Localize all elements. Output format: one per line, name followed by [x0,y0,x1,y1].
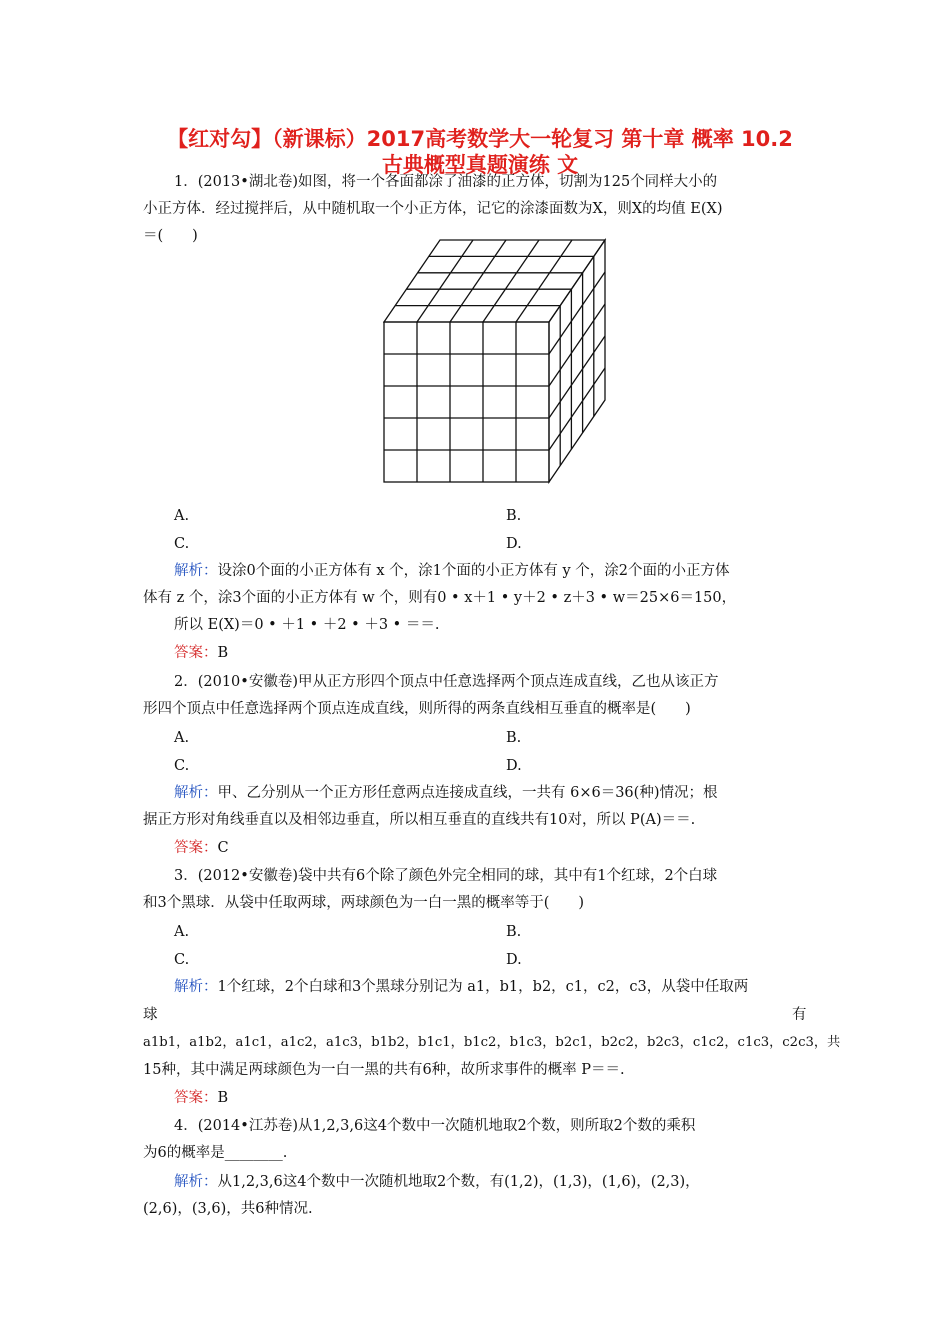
q2-analysis-line-2: 据正方形对角线垂直以及相邻边垂直，所以相互垂直的直线共有10对，所以 P(A)＝＝. [143,812,696,828]
q3-analysis-line-3: a1b1，a1b2，a1c1，a1c2，a1c3，b1b2，b1c1，b1c2，b1c3，b2c1，b2c2，b2c3，c1c2，c1c3，c2c3，共 [143,1035,841,1050]
q3-stem-line-2: 和3个黑球．从袋中任取两球，两球颜色为一白一黑的概率等于( ) [143,895,585,911]
q3-analysis-line-1: 解析：1个红球，2个白球和3个黑球分别记为 a1，b1，b2，c1，c2，c3，从袋中任取两 [174,979,749,995]
q3-analysis-line-2-left: 球 [143,1007,158,1023]
q1-analysis-line-3: 所以 E(X)＝0 • ＋1 • ＋2 • ＋3 • ＝＝. [174,617,440,633]
q2-stem-line-2: 形四个顶点中任意选择两个顶点连成直线，则所得的两条直线相互垂直的概率是( ) [143,701,691,717]
q3-option-b: B. [506,924,522,940]
q3-analysis-line-4: 15种，其中满足两球颜色为一白一黑的共有6种，故所求事件的概率 P＝＝. [143,1062,625,1078]
q3-analysis-label: 解析： [174,979,218,995]
q3-analysis-line-2-right: 有 [792,1007,807,1023]
q1-option-a: A. [174,508,190,524]
q1-stem-line-2: 小正方体．经过搅拌后，从中随机取一个小正方体，记它的涂漆面数为X，则X的均值 E(X) [143,201,723,217]
q3-option-c: C. [174,952,190,968]
title-line-1: 【红对勾】（新课标）2017高考数学大一轮复习 第十章 概率 10.2 [167,127,793,151]
q1-analysis-line-2: 体有 z 个，涂3个面的小正方体有 w 个，则有0 • x＋1 • y＋2 • z＋3 • w＝25×6＝150， [143,590,737,606]
q1-answer: 答案：B [174,645,229,661]
q3-answer: 答案：B [174,1090,229,1106]
q1-option-b: B. [506,508,522,524]
q2-option-c: C. [174,758,190,774]
q2-answer: 答案：C [174,840,229,856]
q4-stem-line-2: 为6的概率是________. [143,1145,288,1161]
q3-stem-line-1: 3．(2012•安徽卷)袋中共有6个除了颜色外完全相同的球，其中有1个红球，2个白球 [174,868,718,884]
q3-option-a: A. [174,924,190,940]
q4-stem-line-1: 4．(2014•江苏卷)从1,2,3,6这4个数中一次随机地取2个数，则所取2个数的乘积 [174,1118,696,1134]
q2-option-b: B. [506,730,522,746]
q1-analysis-line-1: 解析：设涂0个面的小正方体有 x 个，涂1个面的小正方体有 y 个，涂2个面的小正方体 [174,563,730,579]
q1-stem-line-3: ＝( ) [143,228,198,244]
q2-analysis-label: 解析： [174,785,218,801]
q1-answer-label: 答案： [174,645,218,661]
q4-analysis-line-2: (2,6)，(3,6)，共6种情况. [143,1201,313,1217]
q4-analysis-line-1: 解析：从1,2,3,6这4个数中一次随机地取2个数，有(1,2)，(1,3)，(1,6)，(2,3)， [174,1174,700,1190]
q2-option-a: A. [174,730,190,746]
q1-analysis-label: 解析： [174,563,218,579]
q1-option-d: D. [506,536,522,552]
q2-answer-label: 答案： [174,840,218,856]
document-title [100,126,860,178]
q3-option-d: D. [506,952,522,968]
q3-answer-label: 答案： [174,1090,218,1106]
q2-option-d: D. [506,758,522,774]
q4-analysis-label: 解析： [174,1174,218,1190]
title-line-2: 古典概型真题演练 文 [381,153,579,177]
q1-option-c: C. [174,536,190,552]
q1-stem-line-1: 1．(2013•湖北卷)如图，将一个各面都涂了油漆的正方体，切割为125个同样大小的 [174,174,718,190]
q2-analysis-line-1: 解析：甲、乙分别从一个正方形任意两点连接成直线，一共有 6×6＝36(种)情况；根 [174,785,718,801]
cube-figure [383,238,608,488]
q2-stem-line-1: 2．(2010•安徽卷)甲从正方形四个顶点中任意选择两个顶点连成直线，乙也从该正方 [174,674,719,690]
